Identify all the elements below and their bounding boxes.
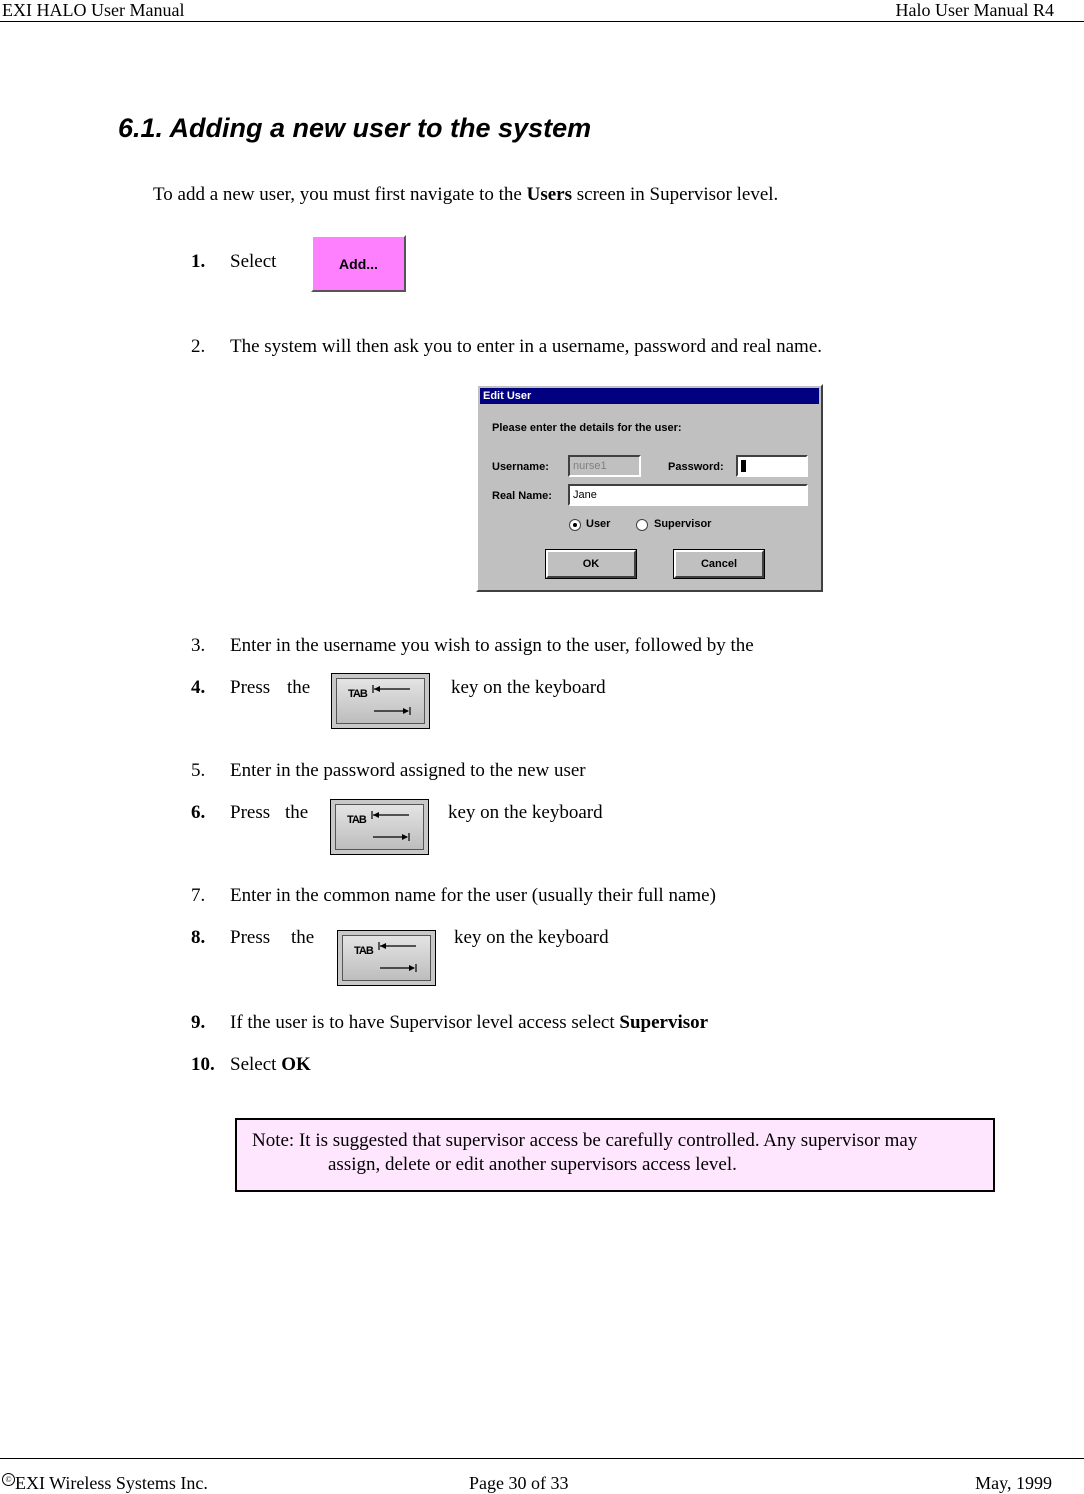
step-6-number: 6. — [191, 802, 206, 823]
step-8-suffix: key on the keyboard — [454, 927, 609, 948]
step-4-suffix: key on the keyboard — [451, 677, 606, 698]
step-7-number: 7. — [191, 885, 206, 906]
step-8-number: 8. — [191, 927, 206, 948]
tab-key-image — [337, 930, 436, 986]
add-button-image[interactable] — [311, 235, 406, 292]
dialog-title: Edit User — [480, 388, 819, 404]
step-5-number: 5. — [191, 760, 206, 781]
step-1-text: Select — [230, 251, 277, 272]
realname-field[interactable]: Jane — [568, 484, 808, 506]
intro-text-after: screen in Supervisor level. — [572, 184, 779, 205]
note-box — [235, 1118, 995, 1192]
step-8-press: Press — [230, 927, 271, 948]
step-9-bold: Supervisor — [619, 1012, 709, 1033]
step-3-text: Enter in the username you wish to assign to the user, followed by the — [230, 635, 754, 656]
dialog-prompt: Please enter the details for the user: — [492, 422, 682, 434]
intro-text-bold: Users — [526, 184, 572, 205]
step-10-bold: OK — [281, 1054, 311, 1075]
tab-key-label: TAB — [347, 814, 366, 826]
step-4-number: 4. — [191, 677, 206, 698]
intro-paragraph — [153, 184, 778, 206]
username-label: Username: — [492, 461, 549, 473]
step-10-number: 10. — [191, 1054, 215, 1075]
note-line-1: Note: It is suggested that supervisor access be carefully controlled. Any supervisor may — [252, 1130, 918, 1151]
step-2-text: The system will then ask you to enter in a username, password and real name. — [230, 336, 822, 357]
step-8-the: the — [291, 927, 315, 948]
step-3-number: 3. — [191, 635, 206, 656]
cancel-button[interactable]: Cancel — [674, 550, 764, 578]
intro-text-before: To add a new user, you must first navigate to the — [153, 184, 527, 205]
password-field[interactable] — [736, 455, 808, 477]
tab-arrows-icon — [338, 931, 437, 987]
radio-user-label: User — [586, 518, 611, 530]
step-6-the: the — [285, 802, 309, 823]
step-10-plain: Select — [230, 1054, 282, 1075]
copyright-icon: © — [2, 1473, 15, 1486]
step-10-text — [230, 1054, 311, 1076]
radio-supervisor[interactable] — [636, 519, 648, 531]
tab-key-label: TAB — [354, 945, 373, 957]
header-right: Halo User Manual R4 — [895, 0, 1054, 20]
footer-date: May, 1999 — [975, 1473, 1052, 1493]
step-5-text: Enter in the password assigned to the new user — [230, 760, 586, 781]
tab-key-image — [331, 673, 430, 729]
username-field[interactable]: nurse1 — [568, 455, 641, 477]
step-9-plain: If the user is to have Supervisor level access select — [230, 1012, 620, 1033]
footer-company: EXI Wireless Systems Inc. — [15, 1473, 208, 1493]
footer-left — [2, 1473, 208, 1494]
section-title: 6.1. Adding a new user to the system — [118, 113, 592, 143]
password-label: Password: — [668, 461, 724, 473]
footer-rule — [0, 1458, 1084, 1459]
radio-user[interactable] — [569, 519, 581, 531]
step-6-press: Press — [230, 802, 271, 823]
step-4-the: the — [287, 677, 311, 698]
step-9-number: 9. — [191, 1012, 206, 1033]
text-cursor — [741, 460, 746, 472]
header-left: EXI HALO User Manual — [2, 0, 185, 20]
edit-user-dialog — [476, 384, 823, 592]
ok-button[interactable]: OK — [546, 550, 636, 578]
realname-label: Real Name: — [492, 490, 552, 502]
step-4-press: Press — [230, 677, 271, 698]
step-6-suffix: key on the keyboard — [448, 802, 603, 823]
tab-arrows-icon — [332, 674, 431, 730]
note-line-2: assign, delete or edit another supervisors access level. — [328, 1154, 737, 1175]
step-9-text — [230, 1012, 708, 1034]
step-1-number: 1. — [191, 251, 206, 272]
footer-page: Page 30 of 33 — [469, 1473, 569, 1493]
step-7-text: Enter in the common name for the user (usually their full name) — [230, 885, 716, 906]
header-rule — [0, 21, 1084, 22]
tab-key-label: TAB — [348, 688, 367, 700]
add-button-label: Add... — [339, 255, 378, 272]
tab-key-image — [330, 799, 429, 855]
radio-supervisor-label: Supervisor — [654, 518, 712, 530]
step-2-number: 2. — [191, 336, 206, 357]
tab-arrows-icon — [331, 800, 430, 856]
